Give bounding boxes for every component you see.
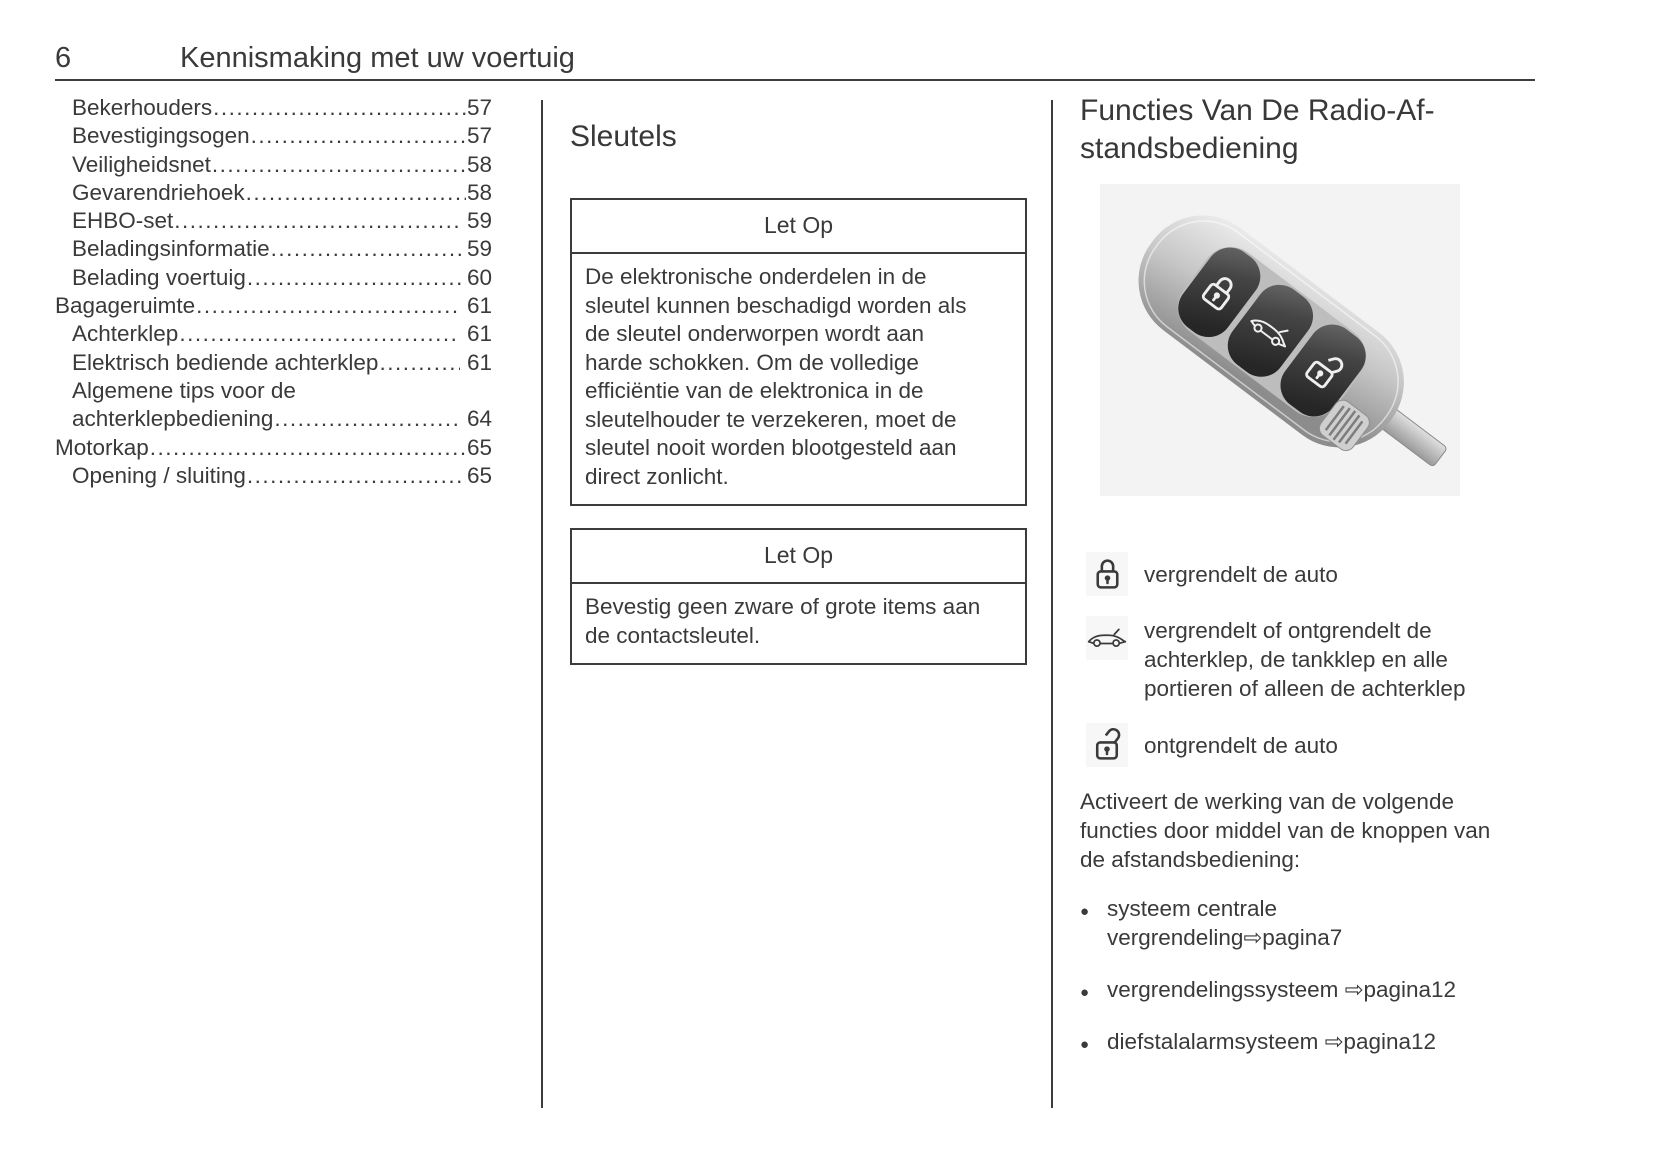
toc-leader-dots bbox=[196, 292, 460, 320]
lock-open-icon bbox=[1086, 723, 1128, 767]
toc-item-page: 58 bbox=[466, 179, 492, 205]
toc-item-label: EHBO-set bbox=[72, 208, 174, 234]
caution-body: Bevestig geen zware of grote items aan de contactsleutel. bbox=[585, 594, 981, 648]
toc-item-label: Bagageruimte bbox=[55, 293, 196, 319]
toc-leader-dots bbox=[271, 235, 466, 263]
section-title-remote: Functies Van De Radio-Af- standsbediening bbox=[1080, 94, 1435, 165]
remote-function-item: ● vergrendelingssysteem ⇨pagina12 bbox=[1080, 975, 1538, 1004]
toc-item-label: Bekerhouders bbox=[72, 95, 213, 120]
toc-item bbox=[55, 349, 492, 377]
toc-item-page: 57 bbox=[466, 123, 492, 149]
toc-item bbox=[55, 264, 492, 292]
toc-item bbox=[55, 207, 492, 235]
toc-item-label: Veiligheidsnet bbox=[72, 151, 211, 177]
toc-leader-dots bbox=[212, 151, 466, 179]
toc-leader-dots bbox=[174, 207, 459, 235]
toc-leader-dots bbox=[179, 320, 459, 348]
toc-leader-dots bbox=[213, 94, 466, 122]
keys-section bbox=[570, 120, 1027, 687]
toc-item bbox=[55, 235, 492, 263]
key-fob-illustration bbox=[1100, 184, 1460, 496]
toc-item-label: Opening / sluiting bbox=[72, 462, 246, 488]
toc-item-page: 61 bbox=[460, 349, 492, 375]
toc-leader-dots bbox=[274, 405, 459, 433]
toc-item-page: 58 bbox=[466, 151, 492, 177]
legend-text: vergrendelt de auto bbox=[1144, 561, 1338, 587]
toc-item-label: Algemene tips voor de bbox=[72, 377, 296, 403]
caution-title: Let Op bbox=[572, 530, 1025, 584]
toc-item bbox=[55, 377, 492, 434]
caution-body: De elektronische onderdelen in de sleutel kunnen beschadigd worden als de sleutel onderworpen wordt aan harde schokken. Om de volledige efficiëntie van de elektronica in de sleutelhouder te verzekeren, moet de sleutel nooit worden blootgesteld aan direct zonlicht. bbox=[585, 264, 967, 489]
toc-item-page: 64 bbox=[460, 406, 492, 432]
toc-item-label: Motorkap bbox=[55, 434, 149, 460]
remote-intro: Activeert de werking van de volgende functies door middel van de knoppen van de afstandsbediening: bbox=[1080, 789, 1491, 872]
toc-item bbox=[55, 151, 492, 179]
toc-item bbox=[55, 122, 492, 150]
table-of-contents bbox=[55, 94, 492, 490]
legend-row bbox=[1080, 552, 1538, 596]
car-icon bbox=[1086, 616, 1128, 660]
key-fob-image bbox=[1100, 184, 1460, 496]
toc-item-label: Achterklep bbox=[72, 321, 179, 347]
toc-item-page: 61 bbox=[460, 321, 492, 347]
remote-function-item: ● diefstalalarmsysteem ⇨pagina12 bbox=[1080, 1027, 1538, 1056]
caution-boxes bbox=[570, 198, 1027, 665]
caution-box bbox=[570, 198, 1027, 506]
legend-row bbox=[1080, 723, 1538, 767]
remote-legend bbox=[1080, 552, 1538, 767]
page-number: 6 bbox=[55, 42, 72, 74]
header-rule bbox=[55, 79, 1535, 81]
toc-leader-dots bbox=[251, 122, 466, 150]
toc-leader-dots bbox=[247, 462, 466, 490]
toc-item-page: 60 bbox=[466, 264, 492, 290]
toc-item-page: 65 bbox=[466, 462, 492, 488]
toc-item-page: 57 bbox=[466, 95, 492, 120]
section-title-sleutels: Sleutels bbox=[570, 120, 677, 153]
remote-functions-section bbox=[1080, 92, 1538, 1079]
toc-leader-dots bbox=[150, 434, 466, 462]
lock-closed-icon bbox=[1086, 552, 1128, 596]
toc-item-page: 65 bbox=[466, 434, 492, 460]
column-divider-left bbox=[541, 100, 543, 1108]
toc-item bbox=[55, 462, 492, 490]
legend-text: vergrendelt of ontgrendelt de achterklep, de tankklep en alle portieren of alleen de achterklep bbox=[1144, 618, 1466, 701]
remote-function-list bbox=[1080, 894, 1538, 1056]
chapter-title: Kennismaking met uw voertuig bbox=[180, 42, 575, 74]
toc-item-label: Elektrisch bediende achterklep bbox=[72, 349, 379, 375]
toc-item-label: Belading voertuig bbox=[72, 264, 246, 290]
toc-item-page: 59 bbox=[460, 208, 492, 234]
caution-title: Let Op bbox=[572, 200, 1025, 254]
remote-function-item: ● systeem centrale vergrendeling⇨pagina7 bbox=[1080, 894, 1538, 952]
legend-row bbox=[1080, 616, 1538, 703]
toc-item bbox=[55, 179, 492, 207]
toc-item-label: Bevestigingsogen bbox=[72, 123, 250, 149]
caution-box bbox=[570, 528, 1027, 665]
toc-leader-dots bbox=[379, 349, 459, 377]
toc-item bbox=[55, 320, 492, 348]
legend-text: ontgrendelt de auto bbox=[1144, 732, 1338, 758]
toc-item bbox=[55, 434, 492, 462]
toc-item-label: achterklepbediening bbox=[72, 406, 274, 432]
toc-leader-dots bbox=[247, 264, 466, 292]
toc-item bbox=[55, 292, 492, 320]
column-divider-right bbox=[1051, 100, 1053, 1108]
toc-item bbox=[55, 94, 492, 122]
toc-leader-dots bbox=[246, 179, 466, 207]
toc-item-page: 59 bbox=[466, 236, 492, 262]
toc-item-page: 61 bbox=[460, 293, 492, 319]
toc-item-label: Beladingsinformatie bbox=[72, 236, 270, 262]
toc-item-label: Gevarendriehoek bbox=[72, 179, 245, 205]
